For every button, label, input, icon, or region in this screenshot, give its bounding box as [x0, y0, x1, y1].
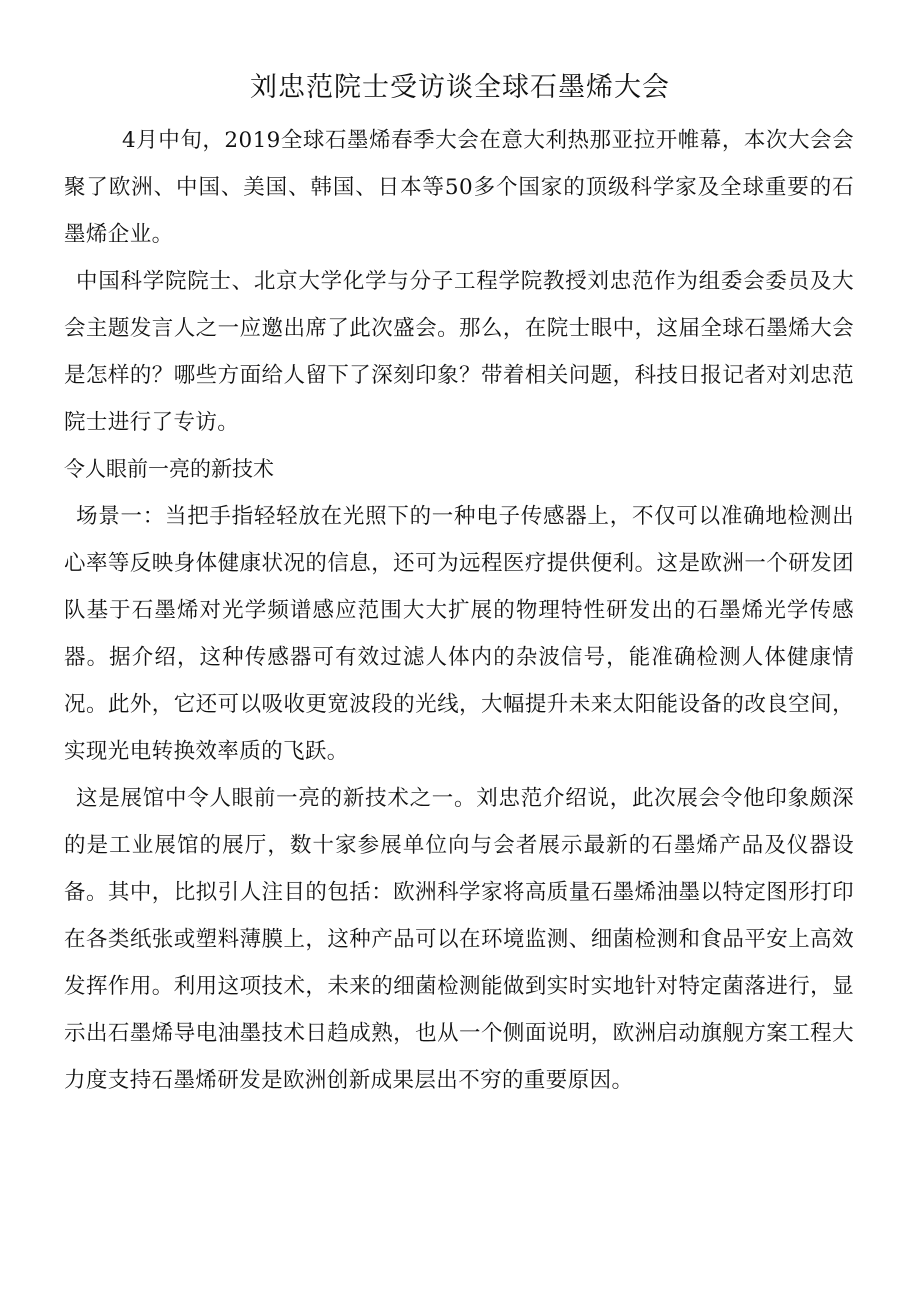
paragraph-exhibition: 这是展馆中令人眼前一亮的新技术之一。刘忠范介绍说，此次展会令他印象颇深的是工业展馆的展厅，数十家参展单位向与会者展示最新的石墨烯产品及仪器设备。其中，比拟引人注目的包括：欧洲科学家将高质量石墨烯油墨以特定图形打印在各类纸张或塑料薄膜上，这种产品可以在环境监测、细菌检测和食品平安上高效发挥作用。利用这项技术，未来的细菌检测能做到实时实地针对特定菌落进行，显示出石墨烯导电油墨技术日趋成熟，也从一个侧面说明，欧洲启动旗舰方案工程大力度支持石墨烯研发是欧洲创新成果层出不穷的重要原因。: [64, 786, 854, 1093]
document-body: [64, 117, 854, 1104]
paragraph-scene-one: 场景一：当把手指轻轻放在光照下的一种电子传感器上，不仅可以准确地检测出心率等反映身体健康状况的信息，还可为远程医疗提供便利。这是欧洲一个研发团队基于石墨烯对光学频谱感应范围大大扩展的物理特性研发出的石墨烯光学传感器。据介绍，这种传感器可有效过滤人体内的杂波信号，能准确检测人体健康情况。此外，它还可以吸收更宽波段的光线，大幅提升未来太阳能设备的改良空间，实现光电转换效率质的飞跃。: [64, 504, 854, 764]
document-title: 刘忠范院士受访谈全球石墨烯大会: [250, 72, 670, 103]
paragraph-interview: 中国科学院院士、北京大学化学与分子工程学院教授刘忠范作为组委会委员及大会主题发言人之一应邀出席了此次盛会。那么，在院士眼中，这届全球石墨烯大会是怎样的？哪些方面给人留下了深刻印象？带着相关问题，科技日报记者对刘忠范院士进行了专访。: [64, 269, 854, 435]
paragraph-intro: 4月中旬，2019全球石墨烯春季大会在意大利热那亚拉开帷幕，本次大会会聚了欧洲、中国、美国、韩国、日本等50多个国家的顶级科学家及全球重要的石墨烯企业。: [64, 128, 854, 247]
section-heading: 令人眼前一亮的新技术: [64, 457, 274, 481]
